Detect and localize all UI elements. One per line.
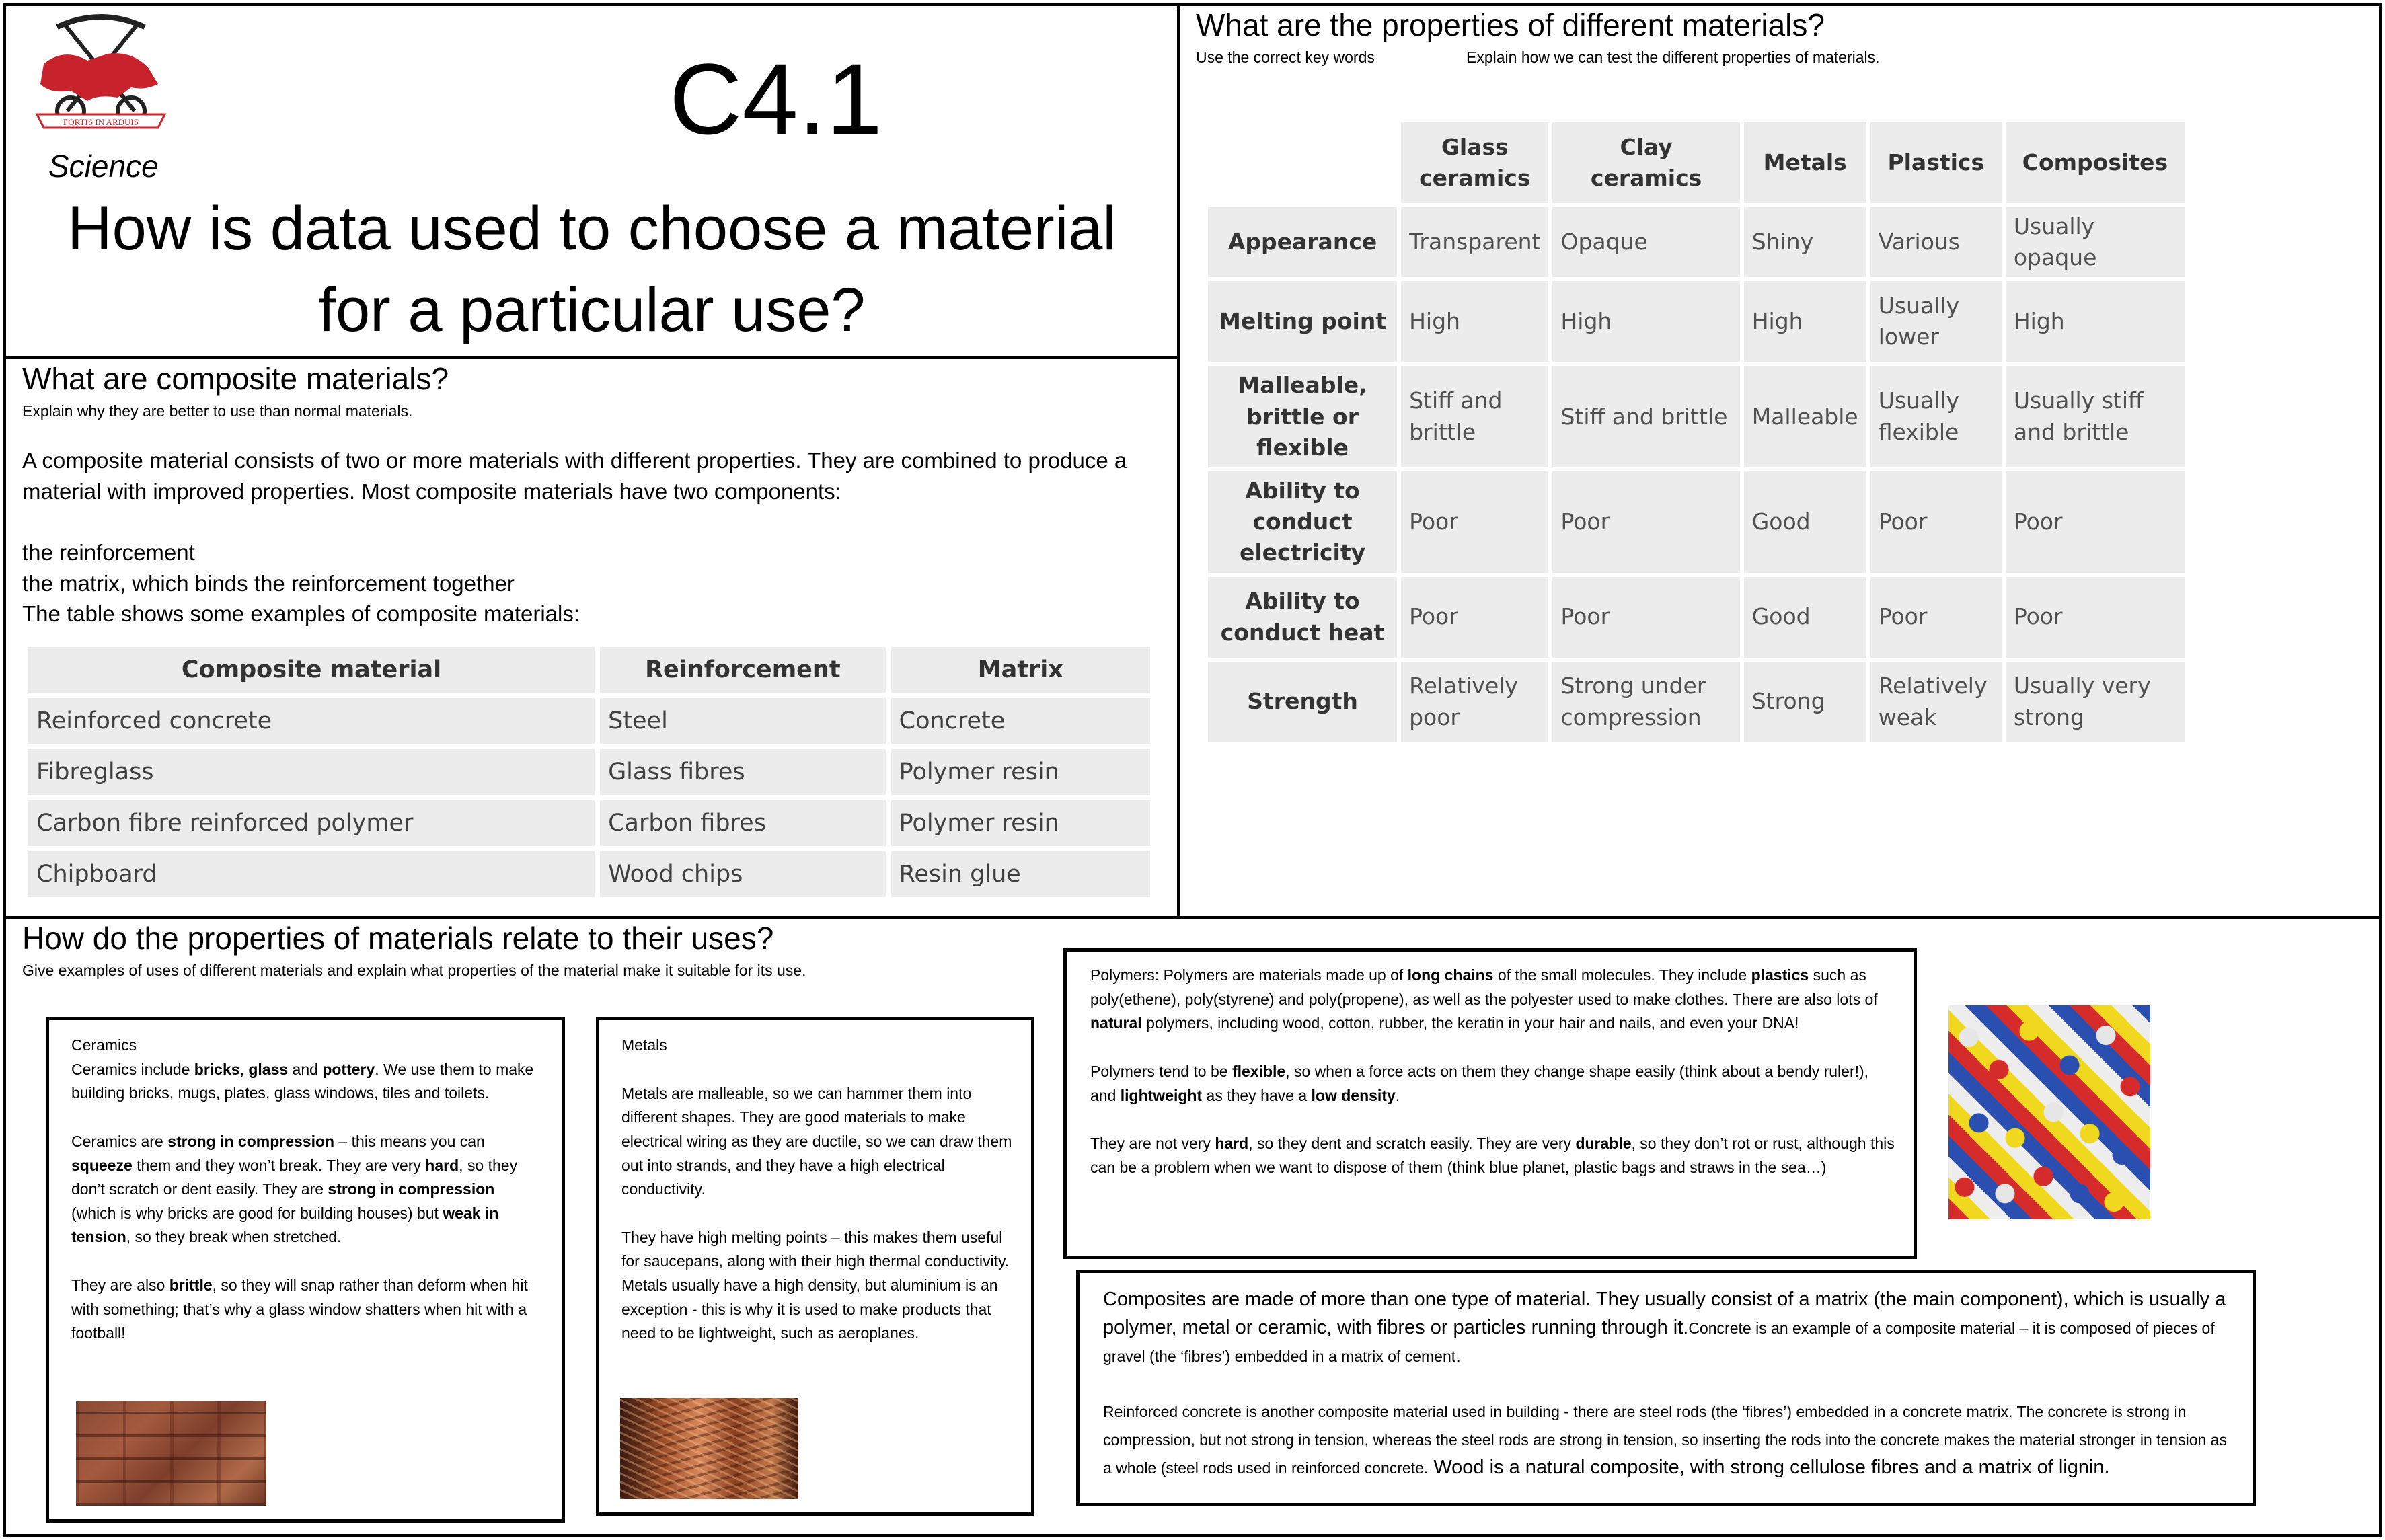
table-cell: Poor xyxy=(1552,577,1739,658)
table-cell: High xyxy=(1401,281,1548,362)
composites-intro xyxy=(22,445,1166,629)
table-cell: Usually opaque xyxy=(2006,207,2185,277)
table-cell: Polymer resin xyxy=(891,749,1150,795)
polymers-paragraph-2: Polymers tend to be flexible, so when a force acts on them they change shape easily (think about a bendy ruler!), and lightweight as they have a low density. xyxy=(1090,1062,1869,1104)
table-header-row xyxy=(28,647,1150,693)
table-cell: Good xyxy=(1744,471,1866,573)
table-corner-cell xyxy=(1208,122,1397,203)
composites-section-title: What are composite materials? xyxy=(22,361,449,396)
table-row xyxy=(28,800,1150,846)
plastic-pellets-image xyxy=(1948,1005,2150,1219)
table-row xyxy=(28,698,1150,744)
table-cell: Steel xyxy=(600,698,886,744)
table-header-cell: Clay ceramics xyxy=(1552,122,1739,203)
ceramics-box xyxy=(46,1017,565,1523)
table-cell: Stiff and brittle xyxy=(1552,366,1739,467)
table-cell: Glass fibres xyxy=(600,749,886,795)
table-cell: High xyxy=(1552,281,1739,362)
main-question: How is data used to choose a material for a particular use? xyxy=(67,194,1116,345)
table-row xyxy=(1208,366,2185,467)
property-name-cell: Malleable, brittle or flexible xyxy=(1208,366,1397,467)
property-name-cell: Appearance xyxy=(1208,207,1397,277)
property-name-cell: Ability to conduct electricity xyxy=(1208,471,1397,573)
table-cell: Concrete xyxy=(891,698,1150,744)
table-row xyxy=(1208,577,2185,658)
polymers-box xyxy=(1063,948,1917,1259)
table-cell: Poor xyxy=(1401,471,1548,573)
table-header-cell: Reinforcement xyxy=(600,647,886,693)
ceramics-paragraph-1: Ceramics include bricks, glass and pottery. We use them to make building bricks, mugs, plates, glass windows, tiles and toilets. xyxy=(71,1060,534,1102)
table-cell: Strong xyxy=(1744,662,1866,742)
material-properties-table xyxy=(1204,118,2189,746)
table-cell: Poor xyxy=(2006,577,2185,658)
table-cell: Usually stiff and brittle xyxy=(2006,366,2185,467)
ceramics-heading: Ceramics xyxy=(71,1036,137,1054)
table-cell: Chipboard xyxy=(28,851,595,897)
unit-code: C4.1 xyxy=(669,42,882,155)
property-name-cell: Ability to conduct heat xyxy=(1208,577,1397,658)
table-header-cell: Composites xyxy=(2006,122,2185,203)
table-cell: Poor xyxy=(1401,577,1548,658)
table-cell: Poor xyxy=(1552,471,1739,573)
table-cell: Malleable xyxy=(1744,366,1866,467)
table-cell: Carbon fibre reinforced polymer xyxy=(28,800,595,846)
table-header-row xyxy=(1208,122,2185,203)
composites-paragraph-1: Composites are made of more than one type of material. They usually consist of a matrix (the main component), which is usually a polymer, metal or ceramic, with fibres or particles running through it.Concrete is an example of a composite material – it is composed of pieces of gravel (the ‘fibres’) embedded in a matrix of cement. xyxy=(1103,1288,2226,1367)
table-cell: High xyxy=(2006,281,2185,362)
table-header-cell: Glass ceramics xyxy=(1401,122,1548,203)
table-row xyxy=(1208,207,2185,277)
table-cell: Resin glue xyxy=(891,851,1150,897)
vertical-divider xyxy=(1177,3,1180,918)
table-cell: Usually lower xyxy=(1870,281,2002,362)
table-cell: Wood chips xyxy=(600,851,886,897)
table-cell: Carbon fibres xyxy=(600,800,886,846)
table-cell: Fibreglass xyxy=(28,749,595,795)
uses-section-title: How do the properties of materials relate to their uses? xyxy=(22,921,774,956)
table-cell: Reinforced concrete xyxy=(28,698,595,744)
composites-paragraph-2: Reinforced concrete is another composite material used in building - there are steel rods (the ‘fibres’) embedded in a concrete matrix. The concrete is strong in compression, but not strong in tension, whereas the steel rods are strong in tension, so inserting the rods into the concrete makes the material stronger in tension as a whole (steel rods used in reinforced concrete. Wood is a natural composite, with strong cellulose fibres and a matrix of lignin. xyxy=(1103,1403,2227,1479)
properties-section-title: What are the properties of different materials? xyxy=(1196,7,1825,42)
table-cell: Polymer resin xyxy=(891,800,1150,846)
table-cell: Transparent xyxy=(1401,207,1548,277)
metals-paragraph-1: Metals are malleable, so we can hammer them into different shapes. They are good materials to make electrical wiring as they are ductile, so we can draw them out into strands, and they have a high electrical conductivity. xyxy=(621,1084,1012,1198)
subject-label: Science xyxy=(48,149,159,184)
polymers-paragraph-3: They are not very hard, so they dent and scratch easily. They are very durable, so they don’t rot or rust, although this can be a problem when we want to dispose of them (think blue planet, plastic bags and straws in the sea…) xyxy=(1090,1134,1895,1176)
properties-subtitle-test: Explain how we can test the different properties of materials. xyxy=(1466,48,1880,66)
table-cell: Poor xyxy=(1870,471,2002,573)
metals-box xyxy=(596,1017,1034,1516)
uses-section-subtitle: Give examples of uses of different materials and explain what properties of the material make it suitable for its use. xyxy=(22,962,806,979)
table-cell: Relatively weak xyxy=(1870,662,2002,742)
ceramics-paragraph-2: Ceramics are strong in compression – this means you can squeeze them and they won’t break. They are very hard, so they don’t scratch or dent easily. They are strong in compression (which is why bricks are good for building houses) but weak in tension, so they break when stretched. xyxy=(71,1132,518,1246)
table-cell: Opaque xyxy=(1552,207,1739,277)
composite-table-intro: The table shows some examples of composite materials: xyxy=(22,601,580,627)
table-cell: Shiny xyxy=(1744,207,1866,277)
property-name-cell: Strength xyxy=(1208,662,1397,742)
table-row xyxy=(1208,281,2185,362)
table-cell: Good xyxy=(1744,577,1866,658)
logo-motto: FORTIS IN ARDUIS xyxy=(63,117,139,127)
table-row xyxy=(28,749,1150,795)
copper-wire-image xyxy=(620,1398,798,1499)
polymers-paragraph-1: Polymers: Polymers are materials made up of long chains of the small molecules. They include plastics such as poly(ethene), poly(styrene) and poly(propene), as well as the polyester used to make clothes. There are also lots of natural polymers, including wood, cotton, rubber, the keratin in your hair and nails, and even your DNA! xyxy=(1090,966,1878,1032)
metals-heading: Metals xyxy=(621,1036,667,1054)
outer-border-top xyxy=(3,3,2382,6)
table-header-cell: Plastics xyxy=(1870,122,2002,203)
table-cell: Poor xyxy=(1870,577,2002,658)
composites-box xyxy=(1076,1270,2256,1506)
table-cell: Stiff and brittle xyxy=(1401,366,1548,467)
composites-section-subtitle: Explain why they are better to use than normal materials. xyxy=(22,402,413,420)
brick-wall-image xyxy=(76,1401,266,1506)
composite-component-1: the reinforcement xyxy=(22,540,195,566)
table-row xyxy=(1208,471,2185,573)
school-logo xyxy=(24,10,178,138)
table-cell: Poor xyxy=(2006,471,2185,573)
table-header-cell: Composite material xyxy=(28,647,595,693)
table-row xyxy=(1208,662,2185,742)
outer-border-bottom xyxy=(3,1534,2382,1537)
composites-intro-text: A composite material consists of two or more materials with different properties. They are combined to produce a material with improved properties. Most composite materials have two components: xyxy=(22,448,1127,504)
header-divider xyxy=(3,356,1180,359)
table-cell: Relatively poor xyxy=(1401,662,1548,742)
table-cell: Various xyxy=(1870,207,2002,277)
table-cell: High xyxy=(1744,281,1866,362)
table-header-cell: Metals xyxy=(1744,122,1866,203)
outer-border-right xyxy=(2379,3,2382,1537)
table-cell: Usually flexible xyxy=(1870,366,2002,467)
table-cell: Strong under compression xyxy=(1552,662,1739,742)
ceramics-paragraph-3: They are also brittle, so they will snap rather than deform when hit with something; that’s why a glass window shatters when hit with a football! xyxy=(71,1276,528,1342)
composite-component-2: the matrix, which binds the reinforcement together xyxy=(22,570,515,596)
composite-materials-table xyxy=(23,642,1156,902)
metals-paragraph-2: They have high melting points – this makes them useful for saucepans, along with their high thermal conductivity. Metals usually have a high density, but aluminium is an exception - this is why it is used to make products that need to be lightweight, such as aeroplanes. xyxy=(621,1228,1010,1342)
property-name-cell: Melting point xyxy=(1208,281,1397,362)
table-row xyxy=(28,851,1150,897)
table-cell: Usually very strong xyxy=(2006,662,2185,742)
table-header-cell: Matrix xyxy=(891,647,1150,693)
middle-divider xyxy=(3,916,2382,919)
outer-border-left xyxy=(3,3,6,1537)
properties-subtitle-keywords: Use the correct key words xyxy=(1196,48,1375,66)
